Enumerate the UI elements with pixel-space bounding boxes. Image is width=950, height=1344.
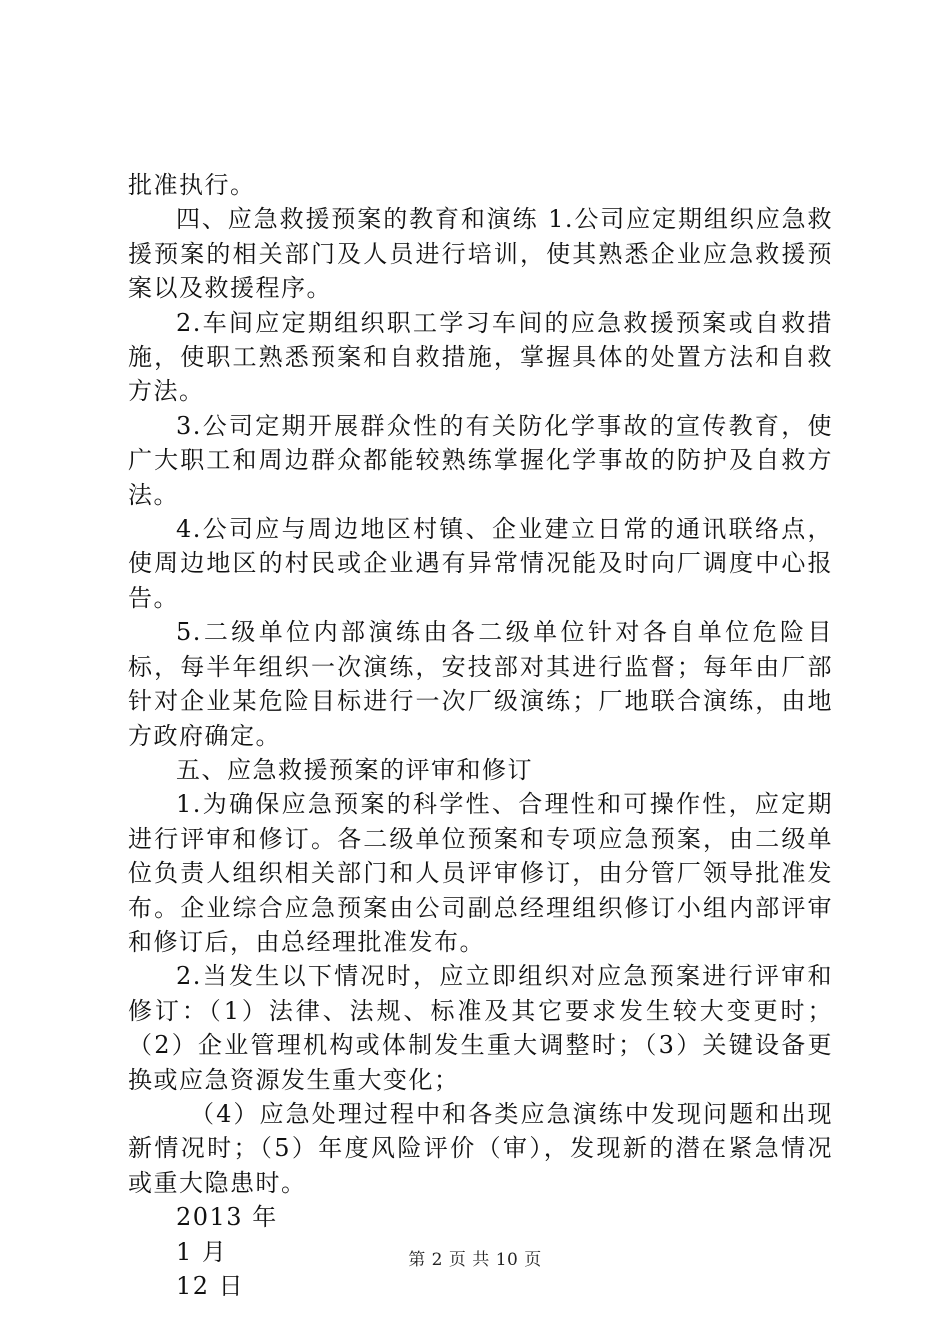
page-number-footer: 第 2 页 共 10 页	[408, 1250, 542, 1270]
paragraph: 批准执行。	[128, 171, 256, 199]
paragraph: 1.为确保应急预案的科学性、合理性和可操作性，应定期进行评审和修订。各二级单位预案和专项应急预案，由二级单位负责人组织相关部门和人员评审修订，由分管厂领导批准发布。企业综合应急预案由公司副总经理组织修订小组内部评审和修订后，由总经理批准发布。	[128, 790, 833, 956]
paragraph: 5.二级单位内部演练由各二级单位针对各自单位危险目标，每半年组织一次演练，安技部对其进行监督；每年由厂部针对企业某危险目标进行一次厂级演练；厂地联合演练，由地方政府确定。	[128, 618, 833, 750]
date-day: 12 日	[176, 1272, 245, 1300]
paragraph: 4.公司应与周边地区村镇、企业建立日常的通讯联络点，使周边地区的村民或企业遇有异常情况能及时向厂调度中心报告。	[128, 515, 833, 612]
section-heading-review: 五、应急救援预案的评审和修订	[176, 755, 533, 784]
date-month: 1 月	[176, 1237, 228, 1266]
date-year: 2013 年	[176, 1203, 278, 1232]
paragraph: 3.公司定期开展群众性的有关防化学事故的宣传教育，使广大职工和周边群众都能较熟练掌握化学事故的防护及自救方法。	[128, 411, 833, 509]
paragraph: （4）应急处理过程中和各类应急演练中发现问题和出现新情况时；（5）年度风险评价（审），发现新的潜在紧急情况或重大隐患时。	[128, 1099, 833, 1197]
paragraph: 2.当发生以下情况时，应立即组织对应急预案进行评审和修订：（1）法律、法规、标准及其它要求发生较大变更时；（2）企业管理机构或体制发生重大调整时；（3）关键设备更换或应急资源发生重大变化；	[128, 962, 833, 1094]
section-heading-education: 四、应急救援预案的教育和演练 1.公司应定期组织应急救援预案的相关部门及人员进行培训，使其熟悉企业应急救援预案以及救援程序。	[128, 205, 833, 303]
document-body	[128, 168, 833, 1303]
paragraph: 2.车间应定期组织职工学习车间的应急救援预案或自救措施，使职工熟悉预案和自救措施，掌握具体的处置方法和自救方法。	[128, 308, 833, 406]
